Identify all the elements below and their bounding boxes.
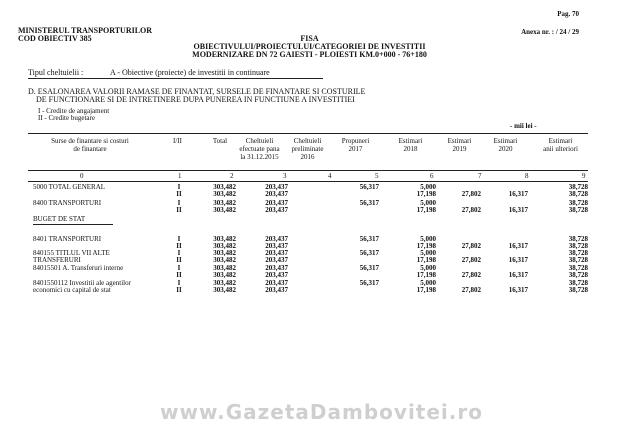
- col-index-1: 1: [178, 172, 182, 180]
- table-row: [0, 272, 619, 279]
- cell-total: 303,482: [213, 264, 236, 272]
- cell-total: 303,482: [213, 271, 236, 279]
- col-header-estimates-later: Estimari anii ulteriori: [543, 137, 578, 153]
- cell-source: 8400 TRANSPORTURI: [33, 199, 102, 207]
- cell-type: I: [177, 249, 181, 257]
- col-header-proposals-2017: Propuneri 2017: [341, 137, 370, 153]
- col-header-estimates-2020: Estimari 2020: [493, 137, 518, 153]
- index-separator: [28, 181, 588, 182]
- cell-c6: 5,000: [420, 249, 436, 257]
- cell-type: II: [176, 256, 182, 264]
- cell-c5: 56,317: [359, 249, 379, 257]
- cell-c9: 38,728: [568, 190, 588, 198]
- cell-c3: 203,437: [265, 183, 288, 191]
- cell-total: 303,482: [213, 242, 236, 250]
- col-index-3: 3: [283, 172, 287, 180]
- cell-c3: 203,437: [265, 206, 288, 214]
- col-index-4: 4: [328, 172, 332, 180]
- cell-c9: 38,728: [568, 242, 588, 250]
- state-budget-underline: [33, 224, 113, 225]
- col-index-6: 6: [430, 172, 434, 180]
- cell-c3: 203,437: [265, 256, 288, 264]
- cell-c3: 203,437: [265, 279, 288, 287]
- annex-number: Anexa nr. : / 24 / 29: [521, 28, 579, 36]
- cell-c9: 38,728: [568, 249, 588, 257]
- objective-code: COD OBIECTIV 385: [18, 34, 92, 43]
- col-header-estimates-2019: Estimari 2019: [447, 137, 472, 153]
- col-index-7: 7: [478, 172, 482, 180]
- cell-c3: 203,437: [265, 242, 288, 250]
- unit-label: - mii lei -: [510, 122, 537, 130]
- cell-c9: 38,728: [568, 286, 588, 294]
- cell-type: II: [176, 286, 182, 294]
- col-index-2: 2: [230, 172, 234, 180]
- cell-c9: 38,728: [568, 235, 588, 243]
- cell-c8: 16,317: [508, 242, 528, 250]
- table-top-rule: [28, 133, 588, 134]
- cell-source: 8401 TRANSPORTURI: [33, 235, 102, 243]
- legend-budget-credit: II - Credite bugetare: [38, 114, 95, 122]
- cell-c5: 56,317: [359, 279, 379, 287]
- title-line-2: OBIECTIVULUI/PROIECTULUI/CATEGORIEI DE INVESTITII: [193, 42, 426, 51]
- cell-type: I: [177, 183, 181, 191]
- col-header-spent-2015: Cheltuieli efectuate pana la 31.12.2015: [239, 137, 280, 161]
- cell-source: economici cu capital de stat: [33, 286, 111, 294]
- cell-type: II: [176, 271, 182, 279]
- cell-c9: 38,728: [568, 256, 588, 264]
- cell-c3: 203,437: [265, 235, 288, 243]
- cell-source: TRANSFERURI: [33, 256, 81, 264]
- expense-type-label: Tipul cheltuielii :: [28, 68, 84, 77]
- cell-c3: 203,437: [265, 286, 288, 294]
- cell-type: I: [177, 235, 181, 243]
- cell-type: II: [176, 206, 182, 214]
- section-title-line-1: D. ESALONAREA VALORII RAMASE DE FINANTAT, SURSELE DE FINANTARE SI COSTURILE: [28, 87, 366, 96]
- cell-c9: 38,728: [568, 279, 588, 287]
- cell-c8: 16,317: [508, 190, 528, 198]
- col-index-9: 9: [582, 172, 586, 180]
- cell-type: II: [176, 190, 182, 198]
- table-row: [0, 216, 619, 223]
- cell-c8: 16,317: [508, 271, 528, 279]
- cell-c6: 17,198: [416, 286, 436, 294]
- table-row: [0, 191, 619, 198]
- cell-c5: 56,317: [359, 264, 379, 272]
- cell-total: 303,482: [213, 206, 236, 214]
- title-line-3: MODERNIZARE DN 72 GAIESTI - PLOIESTI KM.0+000 - 76+180: [192, 50, 427, 59]
- header-separator: [28, 170, 588, 171]
- cell-c8: 16,317: [508, 206, 528, 214]
- cell-source: BUGET DE STAT: [33, 215, 86, 223]
- cell-c7: 27,802: [461, 271, 481, 279]
- cell-total: 303,482: [213, 183, 236, 191]
- cell-c8: 16,317: [508, 286, 528, 294]
- col-header-credit-type: I/II: [173, 137, 182, 145]
- col-header-total: Total: [212, 137, 228, 145]
- cell-total: 303,482: [213, 199, 236, 207]
- expense-type-value: A - Obiective (proiecte) de investitii in continuare: [110, 68, 270, 77]
- cell-total: 303,482: [213, 235, 236, 243]
- col-header-sources: Surse de finantare si costuri de finantare: [51, 137, 129, 153]
- cell-c7: 27,802: [461, 242, 481, 250]
- page-number: Pag. 70: [557, 10, 579, 18]
- cell-c6: 17,198: [416, 206, 436, 214]
- table-row: [0, 207, 619, 214]
- cell-c7: 27,802: [461, 206, 481, 214]
- cell-c3: 203,437: [265, 264, 288, 272]
- cell-c6: 17,198: [416, 190, 436, 198]
- col-index-5: 5: [375, 172, 379, 180]
- column-index-row: [0, 173, 619, 180]
- cell-c9: 38,728: [568, 206, 588, 214]
- section-title-line-2: DE FUNCTIONARE SI DE INTRETINERE DUPA PUNEREA IN FUNCTIUNE A INVESTITIEI: [36, 95, 355, 104]
- ministry-name: MINISTERUL TRANSPORTURILOR: [18, 26, 153, 35]
- cell-c6: 5,000: [420, 279, 436, 287]
- cell-c6: 5,000: [420, 183, 436, 191]
- cell-c9: 38,728: [568, 183, 588, 191]
- cell-total: 303,482: [213, 256, 236, 264]
- cell-source: 8401550112 Investitii ale agentilor: [33, 279, 131, 287]
- cell-source: 84015501 A. Transferuri interne: [33, 264, 124, 272]
- expense-type-underline: [28, 78, 323, 79]
- cell-c6: 5,000: [420, 199, 436, 207]
- table-row: [0, 287, 619, 294]
- cell-c3: 203,437: [265, 199, 288, 207]
- cell-c8: 16,317: [508, 256, 528, 264]
- cell-c6: 17,198: [416, 256, 436, 264]
- cell-type: II: [176, 242, 182, 250]
- cell-c3: 203,437: [265, 249, 288, 257]
- legend-credit-commitment: I - Credite de angajament: [38, 107, 110, 115]
- cell-total: 303,482: [213, 249, 236, 257]
- cell-c6: 17,198: [416, 271, 436, 279]
- cell-c9: 38,728: [568, 271, 588, 279]
- table-row: [0, 226, 619, 233]
- col-header-estimates-2018: Estimari 2018: [398, 137, 423, 153]
- cell-c6: 5,000: [420, 264, 436, 272]
- cell-c3: 203,437: [265, 271, 288, 279]
- cell-c5: 56,317: [359, 235, 379, 243]
- col-index-0: 0: [80, 172, 84, 180]
- cell-c6: 17,198: [416, 242, 436, 250]
- cell-c7: 27,802: [461, 286, 481, 294]
- cell-c9: 38,728: [568, 264, 588, 272]
- cell-type: I: [177, 199, 181, 207]
- cell-c3: 203,437: [265, 190, 288, 198]
- table-row: [0, 257, 619, 264]
- cell-total: 303,482: [213, 190, 236, 198]
- title-line-1: FISA: [300, 34, 319, 43]
- cell-c5: 56,317: [359, 183, 379, 191]
- cell-c7: 27,802: [461, 256, 481, 264]
- cell-type: I: [177, 279, 181, 287]
- cell-source: 840155 TITLUL VII ALTE: [33, 249, 110, 257]
- cell-c7: 27,802: [461, 190, 481, 198]
- watermark-text: www.GazetaDambovitei.ro: [160, 400, 483, 424]
- col-header-preliminary-2016: Cheltuieli preliminate 2016: [291, 137, 324, 161]
- col-index-8: 8: [525, 172, 529, 180]
- cell-c9: 38,728: [568, 199, 588, 207]
- cell-type: I: [177, 264, 181, 272]
- cell-total: 303,482: [213, 279, 236, 287]
- cell-c6: 5,000: [420, 235, 436, 243]
- cell-c5: 56,317: [359, 199, 379, 207]
- cell-total: 303,482: [213, 286, 236, 294]
- cell-source: 5000 TOTAL GENERAL: [33, 183, 106, 191]
